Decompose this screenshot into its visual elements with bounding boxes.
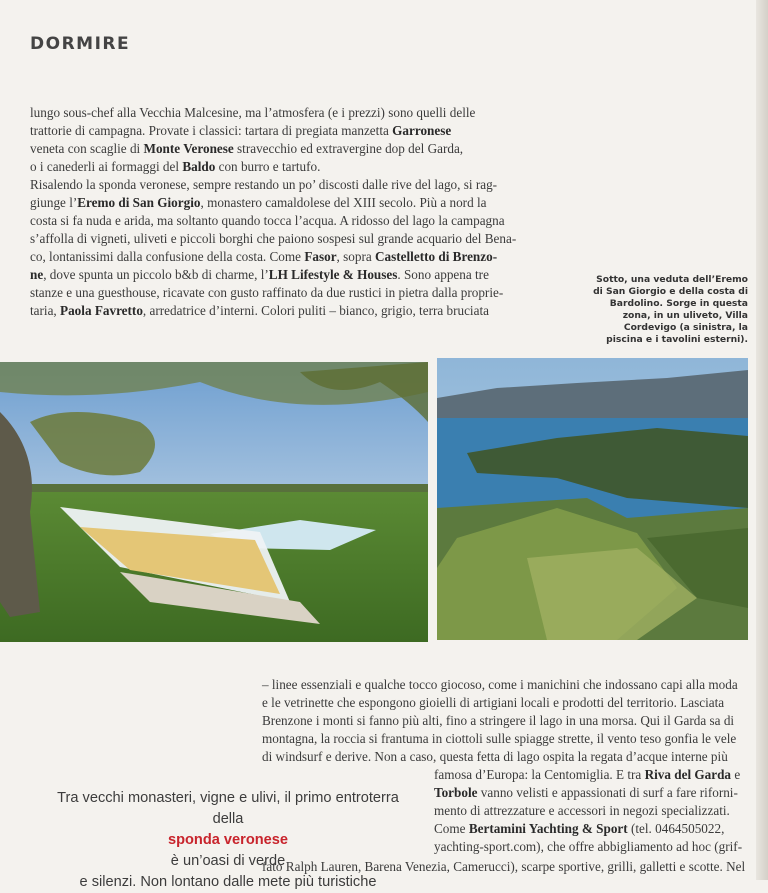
text-line: [30, 194, 486, 212]
text-run: vanno velisti e appassionati di surf a fare riforni-: [477, 785, 738, 800]
text-run: trattorie di campagna. Provate i classici: tartara di pregiata manzetta: [30, 123, 393, 138]
text-run: , arredatrice d’interni. Colori puliti – bianco, grigio, terra bruciata: [142, 303, 489, 318]
text-run: montagna, la roccia si frantuma in ciottoli sulle spiagge strette, il vento teso gonfia le vele: [262, 731, 737, 746]
photo-caption: [586, 274, 748, 346]
text-line: [30, 230, 516, 248]
caption-line: Bardolino. Sorge in questa: [609, 298, 748, 309]
text-line: [30, 140, 463, 158]
section-title: DORMIRE: [30, 34, 131, 54]
bold-term: Monte Veronese: [143, 141, 234, 156]
pull-quote-line: e silenzi. Non lontano dalle mete più turistiche: [79, 874, 377, 890]
text-run: (tel. 0464505022,: [627, 821, 725, 836]
text-line: [30, 104, 475, 122]
text-run: fato Ralph Lauren, Barena Venezia, Camerucci), scarpe sportive, grilli, galletti e scotte. Nel: [262, 859, 746, 874]
text-run: Brenzone i monti si fanno più alti, fino a stringere il lago in una morsa. Qui il Garda sa di: [262, 713, 735, 728]
text-run: giunge l’: [30, 195, 78, 210]
pull-quote-line: Tra vecchi monasteri, vigne e ulivi, il primo entroterra: [57, 790, 399, 806]
text-line: [30, 284, 503, 302]
text-run: con burro e tartufo.: [215, 159, 321, 174]
text-run: di windsurf e derive. Non a caso, questa fetta di lago ospita la regata d’acque interne più: [262, 749, 728, 764]
text-line: [434, 802, 730, 820]
bold-term: Paola Favretto: [60, 303, 143, 318]
bold-term: Riva del Garda: [644, 767, 732, 782]
text-run: s’affolla di vigneti, uliveti e piccoli borghi che paiono sospesi sul grande acquario del Bena-: [30, 231, 517, 246]
caption-line: di San Giorgio e della costa di: [593, 286, 748, 297]
pull-quote-highlight: sponda veronese: [167, 832, 289, 848]
text-line: [30, 158, 320, 176]
pull-quote-line: [40, 809, 416, 872]
bold-term: ne: [30, 267, 44, 282]
text-line: [262, 748, 728, 766]
text-run: co, lontanissimi dalla confusione della costa. Come: [30, 249, 305, 264]
text-run: , monastero camaldolese del XIII secolo. Più a nord la: [200, 195, 487, 210]
text-run: – linee essenziali e qualche tocco giocoso, come i manichini che indossano capi alla moda: [262, 677, 738, 692]
text-run: mento di attrezzature e accessori in negozi specializzati.: [434, 803, 730, 818]
text-run: Risalendo la sponda veronese, sempre restando un po’ discosti dalle rive del lago, si rag-: [30, 177, 498, 192]
text-line: [434, 820, 724, 838]
pull-quote-text: della: [212, 811, 244, 827]
bold-term: Castelletto di Brenzo-: [375, 249, 498, 264]
text-line: [262, 694, 724, 712]
text-line: [30, 266, 489, 284]
text-run: lungo sous-chef alla Vecchia Malcesine, ma l’atmosfera (e i prezzi) sono quelli delle: [30, 105, 476, 120]
text-run: famosa d’Europa: la Centomiglia. E tra: [434, 767, 645, 782]
bold-term: Garronese: [392, 123, 452, 138]
text-run: taria,: [30, 303, 61, 318]
bold-term: LH Lifestyle & Houses: [268, 267, 398, 282]
bold-term: Bertamini Yachting & Sport: [468, 821, 628, 836]
text-run: stravecchio ed extravergine dop del Garda,: [233, 141, 464, 156]
text-line: [434, 766, 740, 784]
text-line: [30, 248, 497, 266]
text-run: e le vetrinette che espongono gioielli di artigiani locali e prodotti del territorio. Lasciata: [262, 695, 725, 710]
text-run: e: [731, 767, 741, 782]
bold-term: Eremo di San Giorgio: [77, 195, 201, 210]
page-edge: [756, 0, 768, 880]
bold-term: Baldo: [182, 159, 216, 174]
villa-pool-photo: [0, 362, 428, 642]
text-run: yachting-sport.com), che offre abbigliamento ad hoc (grif-: [434, 839, 743, 854]
text-run: Come: [434, 821, 469, 836]
text-run: o i canederli ai formaggi del: [30, 159, 183, 174]
text-line: [30, 302, 489, 320]
text-run: stanze e una guesthouse, ricavate con gusto raffinato da due rustici in pietra dalla proprie-: [30, 285, 504, 300]
pull-quote: [40, 788, 416, 893]
text-line: [262, 730, 736, 748]
text-run: , dove spunta un piccolo b&b di charme, l’: [43, 267, 269, 282]
text-run: veneta con scaglie di: [30, 141, 144, 156]
bold-term: Fasor: [304, 249, 337, 264]
text-line: [434, 784, 738, 802]
text-run: , sopra: [336, 249, 376, 264]
lake-coast-photo: [437, 358, 748, 640]
text-line: [30, 212, 505, 230]
caption-line: piscina e i tavolini esterni).: [606, 334, 748, 345]
text-line: [30, 176, 497, 194]
caption-line: zona, in un uliveto, Villa: [622, 310, 748, 321]
text-run: . Sono appena tre: [397, 267, 489, 282]
text-line: [262, 712, 734, 730]
text-line: [262, 676, 738, 694]
bold-term: Torbole: [434, 785, 478, 800]
text-run: costa si fa nuda e arida, ma soltanto quando tocca l’acqua. A ridosso del lago la campagna: [30, 213, 505, 228]
text-line: [30, 122, 451, 140]
caption-line: Cordevigo (a sinistra, la: [623, 322, 748, 333]
caption-line: Sotto, una veduta dell’Eremo: [596, 274, 748, 285]
pull-quote-text: è un’oasi di verde: [170, 853, 286, 869]
text-line: [434, 838, 742, 856]
